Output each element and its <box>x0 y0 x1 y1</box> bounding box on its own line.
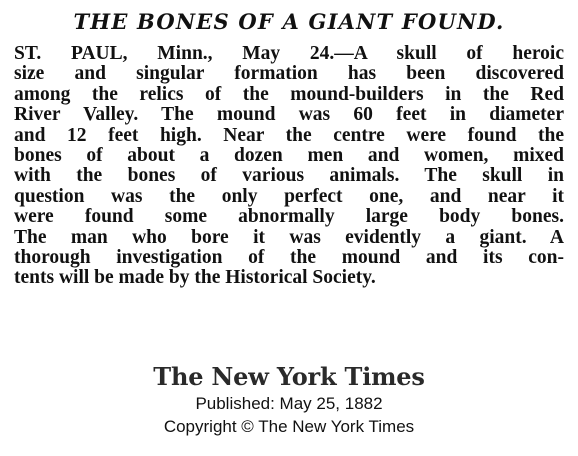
article-line-6: bones of about a dozen men and women, mixed <box>14 144 564 166</box>
article-line-5: and 12 feet high. Near the centre were found the <box>14 124 564 146</box>
article-body <box>14 44 564 289</box>
article-line-12: tents will be made by the Historical Society. <box>14 267 376 289</box>
article-line-4: River Valley. The mound was 60 feet in diameter <box>14 104 564 126</box>
article-line-10: The man who bore it was evidently a giant. A <box>14 226 564 248</box>
article-line-2: size and singular formation has been discovered <box>14 63 564 85</box>
article-line-11: thorough investigation of the mound and its con- <box>14 246 564 268</box>
article-line-1-text: Minn., May 24.—A skull of heroic <box>157 43 564 64</box>
article-headline: THE BONES OF A GIANT FOUND. <box>73 9 505 34</box>
article-line-7: with the bones of various animals. The skull in <box>14 165 564 187</box>
article-clipping <box>14 8 564 289</box>
article-line-1 <box>14 44 564 64</box>
newspaper-masthead-logo: The New York Times <box>153 362 425 391</box>
published-date: Published: May 25, 1882 <box>195 394 383 413</box>
article-line-3: among the relics of the mound-builders in the Red <box>14 83 564 105</box>
source-footer <box>0 362 578 438</box>
article-line-8: question was the only perfect one, and near it <box>14 185 564 207</box>
article-dateline: ST. PAUL, <box>14 43 128 64</box>
article-line-9: were found some abnormally large body bones. <box>14 206 564 228</box>
copyright-notice: Copyright © The New York Times <box>163 417 415 436</box>
